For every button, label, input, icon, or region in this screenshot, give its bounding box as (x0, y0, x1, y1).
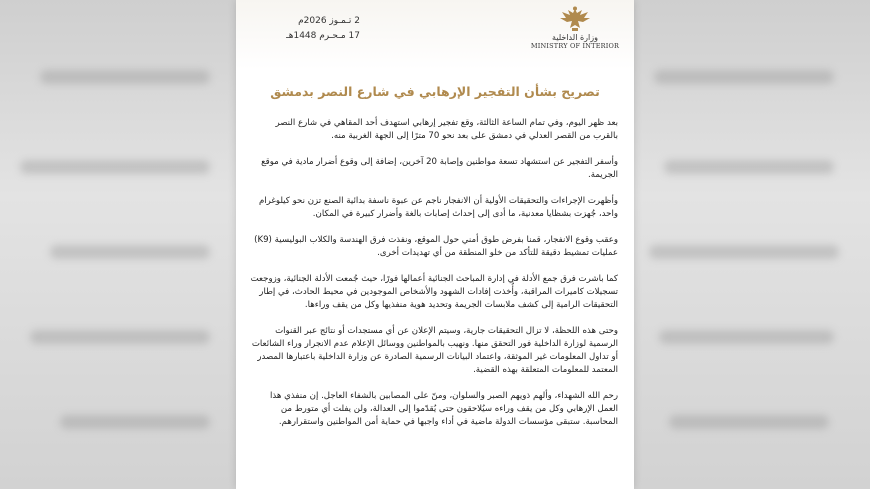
statement-body (236, 117, 634, 429)
ministry-name-arabic: وزارة الداخلية (552, 33, 598, 42)
paragraph: كما باشرت فرق جمع الأدلة في إدارة المباحث الجنائية أعمالها فورًا، حيث جُمعت الأدلة الجنائية، وزوجعت تسجيلات كاميرات المراقبة، وأُخذت إفادات الشهود والأشخاص الموجودين في محيط الحادث، في إطار التحقيقات الرامية إلى كشف ملابسات الجريمة وتحديد هوية منفذيها وكل من يقف وراءها. (250, 274, 618, 310)
paragraph: وأسفر التفجير عن استشهاد تسعة مواطنين وإصابة 20 آخرين، إضافة إلى وقوع أضرار مادية في موقع الجريمة. (261, 157, 618, 180)
date-hijri: 17 مـحـرم 1448هـ (286, 31, 360, 41)
paragraph: رحم الله الشهداء، وألهم ذويهم الصبر والسلوان، ومنّ على المصابين بالشفاء العاجل. إن منفذي هذا العمل الإرهابي وكل من يقف وراءه سيُلاحقون حتى يُقدّموا إلى العدالة، ولن يفلت أي متورط من المحاسبة. ستبقى مؤسسات الدولة ماضية في أداء واجبها في حماية أمن المواطنين واستقرارهم. (269, 391, 618, 427)
blurred-background-left (0, 0, 236, 489)
date-gregorian: 2 تـمـوز 2026م (298, 16, 360, 26)
paragraph: وعقب وقوع الانفجار، قمنا بفرض طوق أمني حول الموقع، ونفذت فرق الهندسة والكلاب البوليسية (K9) عمليات تمشيط دقيقة للتأكد من خلو المنطقة من أي تهديدات أخرى. (254, 235, 618, 258)
statement-document (236, 0, 634, 489)
ministry-logo (530, 6, 620, 50)
document-header (236, 0, 634, 70)
eagle-emblem-icon (558, 6, 592, 32)
paragraph: وحتى هذه اللحظة، لا تزال التحقيقات جارية، وسيتم الإعلان عن أي مستجدات أو نتائج عبر القنوات الرسمية لوزارة الداخلية فور التحقق منها. ونهيب بالمواطنين ووسائل الإعلام عدم الانجرار وراء الشائعات أو تداول المعلومات غير الموثقة، واعتماد البيانات الرسمية الصادرة عن وزارة الداخلية باعتبارها المصدر المعتمد للمعلومات المتعلقة بهذه القضية. (251, 326, 618, 375)
blurred-background-right (634, 0, 870, 489)
paragraph: بعد ظهر اليوم، وفي تمام الساعة الثالثة، وقع تفجير إرهابي استهدف أحد المقاهي في شارع النصر بالقرب من القصر العدلي في دمشق على بعد نحو 70 مترًا إلى الجهة الغربية منه. (275, 118, 618, 141)
statement-title: تصريح بشأن التفجير الإرهابي في شارع النصر بدمشق (270, 84, 600, 99)
paragraph: وأظهرت الإجراءات والتحقيقات الأولية أن الانفجار ناجم عن عبوة ناسفة بدائية الصنع تزن نحو كيلوغرام واحد، جُهزت بشظايا معدنية، ما أدى إلى إحداث إصابات بالغة وأضرار كبيرة في المكان. (258, 196, 618, 219)
ministry-name-english: MINISTRY OF INTERIOR (530, 42, 620, 50)
document-dates (250, 14, 360, 44)
